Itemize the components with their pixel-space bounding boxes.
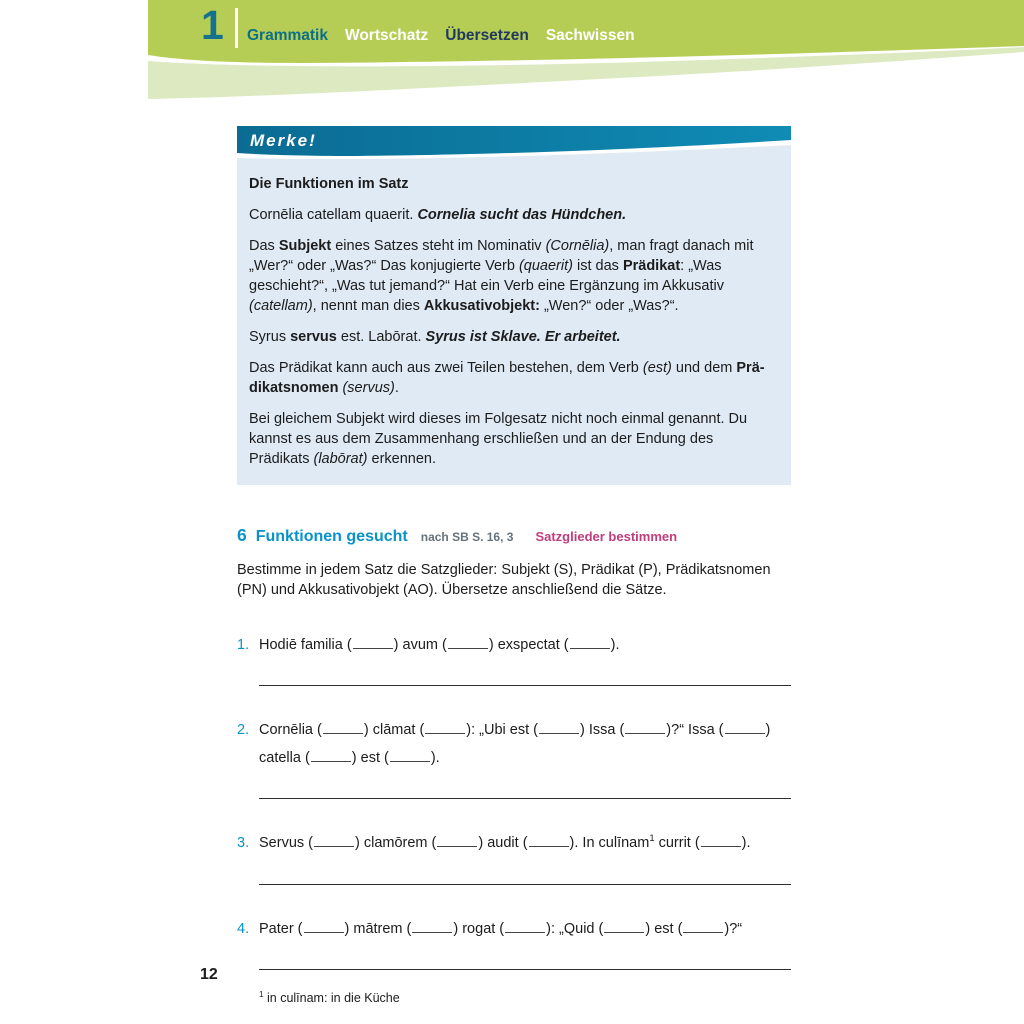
item-sentence: Servus ( ) clamōrem ( ) audit ( ). In culīnam$^1$ currit ( ). bbox=[259, 832, 751, 852]
blank-field[interactable] bbox=[311, 750, 351, 762]
blank-field[interactable] bbox=[725, 722, 765, 734]
footnote-marker: 1 bbox=[649, 832, 655, 844]
exercise-item bbox=[237, 829, 791, 857]
blank-field[interactable] bbox=[701, 835, 741, 847]
item-number: 1. bbox=[237, 636, 250, 653]
blank-field[interactable] bbox=[529, 835, 569, 847]
exercise-number: 6 bbox=[237, 525, 247, 545]
page-number: 12 bbox=[200, 966, 218, 983]
item-number: 2. bbox=[237, 721, 250, 738]
nav-tab[interactable]: Übersetzen bbox=[445, 27, 529, 44]
merke-paragraph: Syrus servus est. Labōrat. Syrus ist Sklave. Er arbeitet. bbox=[249, 329, 621, 345]
footnote: $^1$ in culīnam: in die Küche bbox=[259, 989, 400, 1006]
exercise-title: Funktionen gesucht bbox=[255, 528, 408, 545]
exercise-item bbox=[237, 915, 791, 943]
nav-tab[interactable]: Sachwissen bbox=[545, 27, 635, 44]
exercise-item bbox=[237, 716, 791, 773]
content-column bbox=[237, 126, 791, 1005]
merke-heading: Die Funktionen im Satz bbox=[249, 176, 409, 192]
item-sentence: Cornēlia ( ) clāmat ( ): „Ubi est ( ) Issa ( )?“ Issa ( ) catella ( ) est ( ). bbox=[259, 721, 771, 767]
merke-paragraph: Das Prädikat kann auch aus zwei Teilen bestehen, dem Verb (est) und dem Prädikatsnomen (servus). bbox=[249, 360, 765, 396]
nav-tab[interactable]: Wortschatz bbox=[344, 27, 429, 44]
unit-divider bbox=[235, 8, 238, 48]
exercise-header bbox=[237, 525, 791, 546]
nav-tab[interactable]: Grammatik bbox=[247, 27, 328, 44]
item-sentence: Hodiē familia ( ) avum ( ) exspectat ( ). bbox=[259, 636, 620, 653]
header-band-graphic bbox=[0, 0, 1024, 110]
blank-field[interactable] bbox=[604, 920, 644, 932]
blank-field[interactable] bbox=[683, 920, 723, 932]
item-number: 3. bbox=[237, 835, 250, 852]
item-sentence: Pater ( ) mātrem ( ) rogat ( ): „Quid ( ) est ( )?“ bbox=[259, 920, 743, 937]
translation-line[interactable] bbox=[259, 798, 791, 799]
merke-body bbox=[237, 162, 791, 485]
unit-number: 1 bbox=[201, 2, 224, 48]
blank-field[interactable] bbox=[390, 750, 430, 762]
exercise-reference: nach SB S. 16, 3 bbox=[420, 530, 514, 544]
blank-field[interactable] bbox=[437, 835, 477, 847]
merke-paragraph: Cornēlia catellam quaerit. Cornelia sucht das Hündchen. bbox=[249, 207, 627, 223]
blank-field[interactable] bbox=[625, 722, 665, 734]
merke-paragraph: Bei gleichem Subjekt wird dieses im Folgesatz nicht noch einmal genannt. Du kannst es aus dem Zusammenhang erschließen und an der Endung des Prädikats (labōrat) erkennen. bbox=[249, 411, 748, 467]
blank-field[interactable] bbox=[323, 722, 363, 734]
blank-field[interactable] bbox=[448, 636, 488, 648]
exercise-tag: Satzglieder bestimmen bbox=[535, 529, 678, 544]
merke-wave-graphic bbox=[237, 126, 791, 162]
section-tabs bbox=[247, 27, 635, 45]
item-number: 4. bbox=[237, 920, 250, 937]
merke-paragraph: Das Subjekt eines Satzes steht im Nominativ (Cornēlia), man fragt danach mit „Wer?“ oder „Was?“ Das konjugierte Verb (quaerit) ist das Prädikat: „Was geschieht?“, „Was tut jemand?“ Hat ein Verb eine Ergänzung im Akkusativ (catellam), nennt man dies Akkusativobjekt: „Wen?“ oder „Was?“. bbox=[249, 238, 754, 314]
blank-field[interactable] bbox=[505, 920, 545, 932]
blank-field[interactable] bbox=[412, 920, 452, 932]
blank-field[interactable] bbox=[570, 636, 610, 648]
translation-line[interactable] bbox=[259, 884, 791, 885]
blank-field[interactable] bbox=[353, 636, 393, 648]
blank-field[interactable] bbox=[314, 835, 354, 847]
blank-field[interactable] bbox=[425, 722, 465, 734]
exercise-section bbox=[237, 525, 791, 1005]
translation-line[interactable] bbox=[259, 969, 791, 970]
exercise-item bbox=[237, 631, 791, 659]
footnote-marker: 1 bbox=[259, 989, 264, 999]
blank-field[interactable] bbox=[304, 920, 344, 932]
merke-header bbox=[237, 126, 791, 162]
merke-title: Merke! bbox=[250, 131, 317, 150]
merke-box bbox=[237, 126, 791, 485]
blank-field[interactable] bbox=[539, 722, 579, 734]
exercise-instruction: Bestimme in jedem Satz die Satzglieder: Subjekt (S), Prädikat (P), Prädikatsnomen (PN) und Akkusativobjekt (AO). Übersetze anschließend die Sätze. bbox=[237, 562, 771, 599]
translation-line[interactable] bbox=[259, 685, 791, 686]
